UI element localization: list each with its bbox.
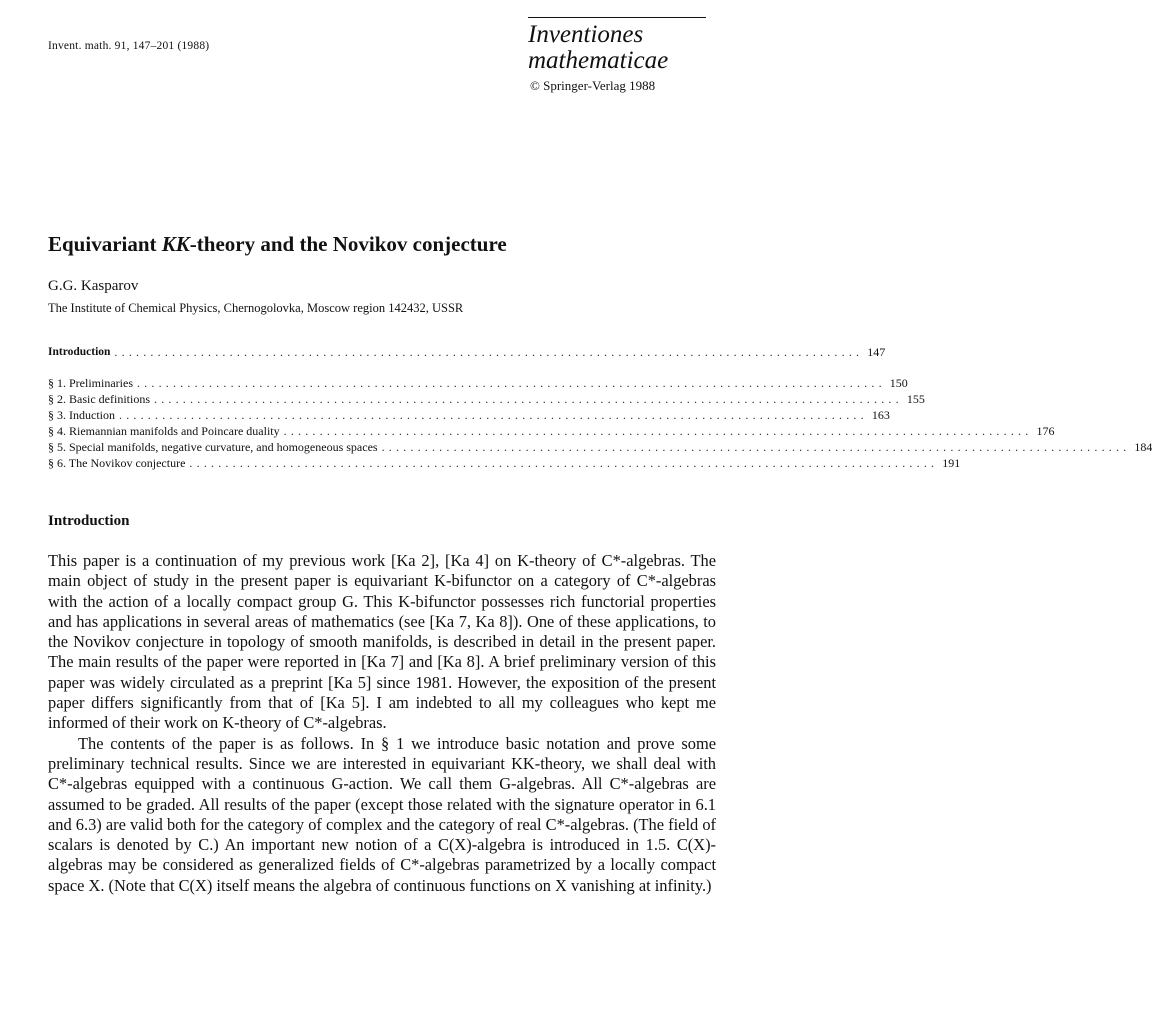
title-kk: KK [161, 232, 190, 256]
toc-leader: ........................................................................................................ [283, 424, 1033, 438]
toc-label: § 6. The Novikov conjecture [48, 456, 186, 470]
journal-name [528, 22, 668, 74]
toc-entry [48, 454, 961, 470]
toc-page: 155 [906, 392, 925, 406]
toc-label: § 5. Special manifolds, negative curvature, and homogeneous spaces [48, 440, 378, 454]
toc-leader: ........................................................................................................ [381, 440, 1131, 454]
toc-page: 184 [1134, 440, 1152, 454]
toc-label: § 4. Riemannian manifolds and Poincare duality [48, 424, 280, 438]
copyright-notice: © Springer-Verlag 1988 [530, 78, 656, 93]
toc-leader: ........................................................................................................ [119, 408, 868, 422]
author-name: G.G. Kasparov [48, 278, 139, 294]
toc-entry [48, 422, 1055, 438]
toc-label: § 3. Induction [48, 408, 115, 422]
toc-entry [48, 406, 890, 422]
toc-entry [48, 438, 1152, 454]
title-part3: -theory and the Novikov conjecture [189, 232, 507, 256]
toc-leader: ........................................................................................................ [114, 345, 864, 359]
toc-leader: ........................................................................................................ [189, 456, 939, 470]
toc-label: Introduction [48, 346, 111, 358]
toc-leader: ........................................................................................................ [154, 392, 903, 406]
paragraph: This paper is a continuation of my previous work [Ka 2], [Ka 4] on K-theory of C*-algebras. The main object of study in the present paper is equivariant K-bifunctor on a category of C*-algebras with the action of a locally compact group G. This K-bifunctor possesses rich functorial properties and has applications in several areas of mathematics (see [Ka 7, Ka 8]). One of these applications, to the Novikov conjecture in topology of smooth manifolds, is described in detail in the present paper. The main results of the paper were reported in [Ka 7] and [Ka 8]. A brief preliminary version of this paper was widely circulated as a preprint [Ka 5] since 1981. However, the exposition of the present paper differs significantly from that of [Ka 5]. I am indebted to all my colleagues who kept me informed of their work on K-theory of C*-algebras. [48, 551, 716, 733]
author-affiliation: The Institute of Chemical Physics, Chernogolovka, Moscow region 142432, USSR [48, 301, 464, 315]
journal-rule [528, 17, 706, 18]
toc-page: 191 [942, 456, 961, 470]
paragraph: The contents of the paper is as follows. In § 1 we introduce basic notation and prove some preliminary technical results. Since we are interested in equivariant KK-theory, we shall deal with C*-algebras equipped with a continuous G-action. We call them G-algebras. All C*-algebras are assumed to be graded. All results of the paper (except those related with the signature operator in 6.1 and 6.3) are valid both for the category of complex and the category of real C*-algebras. (The field of scalars is denoted by C.) An important new notion of a C(X)-algebra is introduced in 1.5. C(X)-algebras may be considered as generalized fields of C*-algebras parametrized by a locally compact space X. (Note that C(X) itself means the algebra of continuous functions on X vanishing at infinity.) [48, 733, 716, 895]
toc-page: 163 [871, 408, 890, 422]
toc-entry-introduction [48, 343, 886, 359]
journal-name-line2: mathematicae [528, 47, 669, 74]
body-text [48, 551, 716, 896]
toc-label: § 2. Basic definitions [48, 392, 150, 406]
paper-title [48, 232, 507, 257]
toc-entry [48, 374, 908, 390]
journal-citation: Invent. math. 91, 147–201 (1988) [48, 40, 210, 52]
section-heading: Introduction [48, 513, 130, 529]
toc-page: 147 [867, 345, 886, 359]
title-part1: Equivariant [48, 232, 162, 256]
journal-name-line1: Inventiones [528, 21, 644, 48]
toc-page: 150 [889, 376, 908, 390]
toc-leader: ........................................................................................................ [136, 376, 886, 390]
toc-label: § 1. Preliminaries [48, 376, 133, 390]
toc-entry [48, 390, 925, 406]
toc-page: 176 [1036, 424, 1055, 438]
